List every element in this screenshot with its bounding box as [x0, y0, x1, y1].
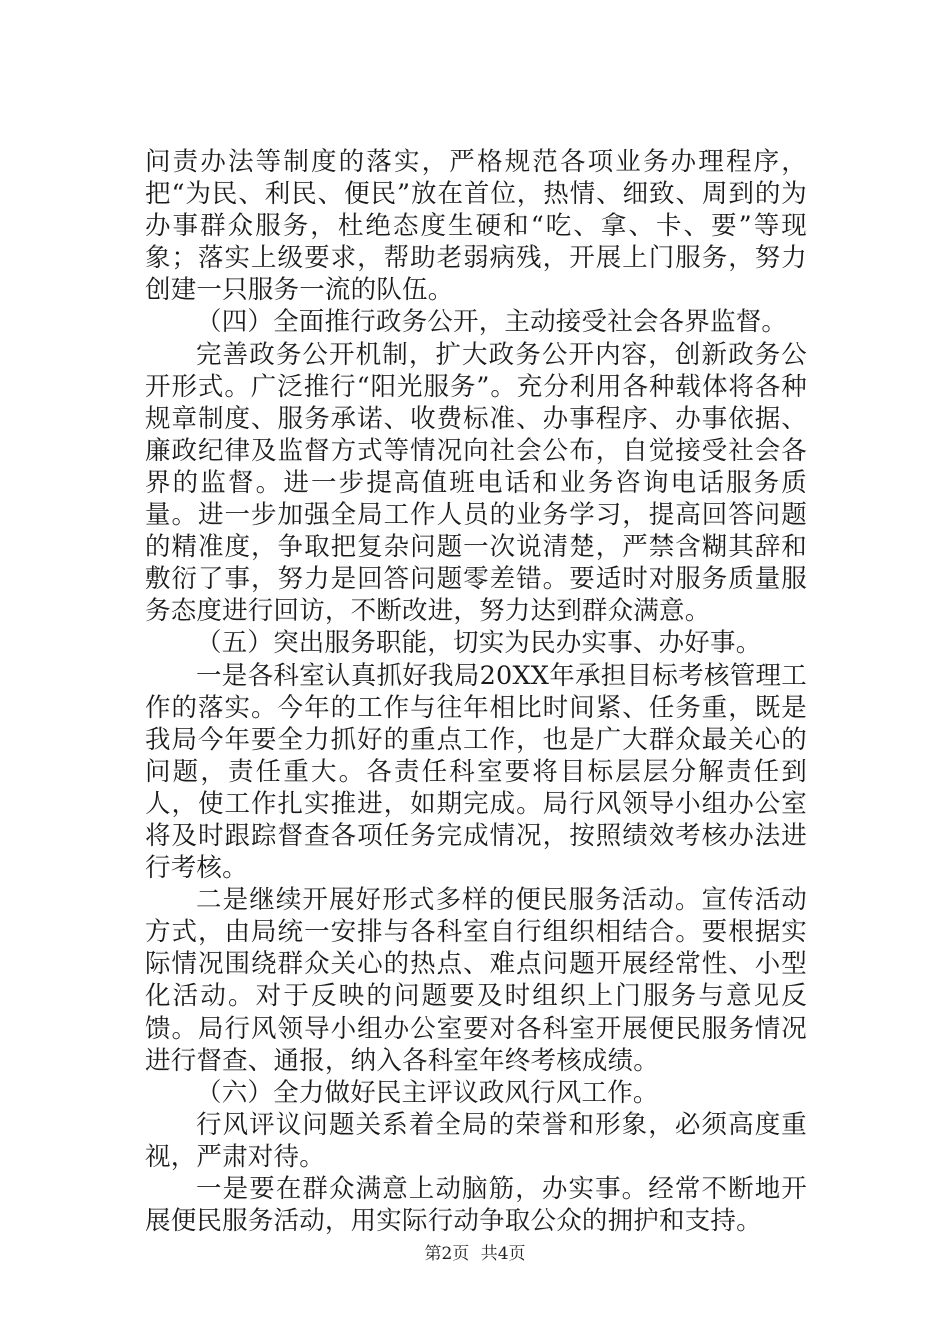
section-heading-6: （六）全力做好民主评议政风行风工作。 [196, 1077, 659, 1108]
paragraph-convenience-services: 二是继续开展好形式多样的便民服务活动。宣传活动方式，由局统一安排与各科室自行组织相结合。要根据实际情况围绕群众关心的热点、难点问题开展经常性、小型化活动。对于反映的问题要及时组织上门服务与意见反馈。局行风领导小组办公室要对各科室开展便民服务情况进行督查、通报，纳入各科室年终考核成绩。 [145, 885, 807, 1076]
section-heading-5: （五）突出服务职能，切实为民办实事、办好事。 [196, 628, 762, 659]
paragraph-continuation: 问责办法等制度的落实，严格规范各项业务办理程序，把“为民、利民、便民”放在首位，热情、细致、周到的为办事群众服务，杜绝态度生硬和“吃、拿、卡、要”等现象；落实上级要求，帮助老弱病残，开展上门服务，努力创建一只服务一流的队伍。 [145, 147, 807, 306]
paragraph-open-government: 完善政务公开机制，扩大政务公开内容，创新政务公开形式。广泛推行“阳光服务”。充分利用各种载体将各种规章制度、服务承诺、收费标准、办事程序、办事依据、廉政纪律及监督方式等情况向社会公布，自觉接受社会各界的监督。进一步提高值班电话和业务咨询电话服务质量。进一步加强全局工作人员的业务学习，提高回答问题的精准度，争取把复杂问题一次说清楚，严禁含糊其辞和敷衍了事，努力是回答问题零差错。要适时对服务质量服务态度进行回访，不断改进，努力达到群众满意。 [145, 339, 807, 627]
paragraph-target-assessment: 一是各科室认真抓好我局20XX年承担目标考核管理工作的落实。今年的工作与往年相比时间紧、任务重，既是我局今年要全力抓好的重点工作，也是广大群众最关心的问题，责任重大。各责任科室要将目标层层分解责任到人，使工作扎实推进，如期完成。局行风领导小组办公室将及时跟踪督查各项任务完成情况，按照绩效考核办法进行考核。 [145, 660, 807, 884]
page-number-current: 第2页 [424, 1244, 470, 1264]
paragraph-review-importance: 行风评议问题关系着全局的荣誉和形象，必须高度重视，严肃对待。 [145, 1109, 807, 1172]
paragraph-public-satisfaction: 一是要在群众满意上动脑筋，办实事。经常不断地开展便民服务活动，用实际行动争取公众的拥护和支持。 [145, 1174, 807, 1237]
document-body [145, 146, 807, 1237]
section-heading-4: （四）全面推行政务公开，主动接受社会各界监督。 [196, 307, 788, 338]
page-number-total: 共4页 [480, 1244, 526, 1264]
page-footer [0, 1243, 950, 1265]
